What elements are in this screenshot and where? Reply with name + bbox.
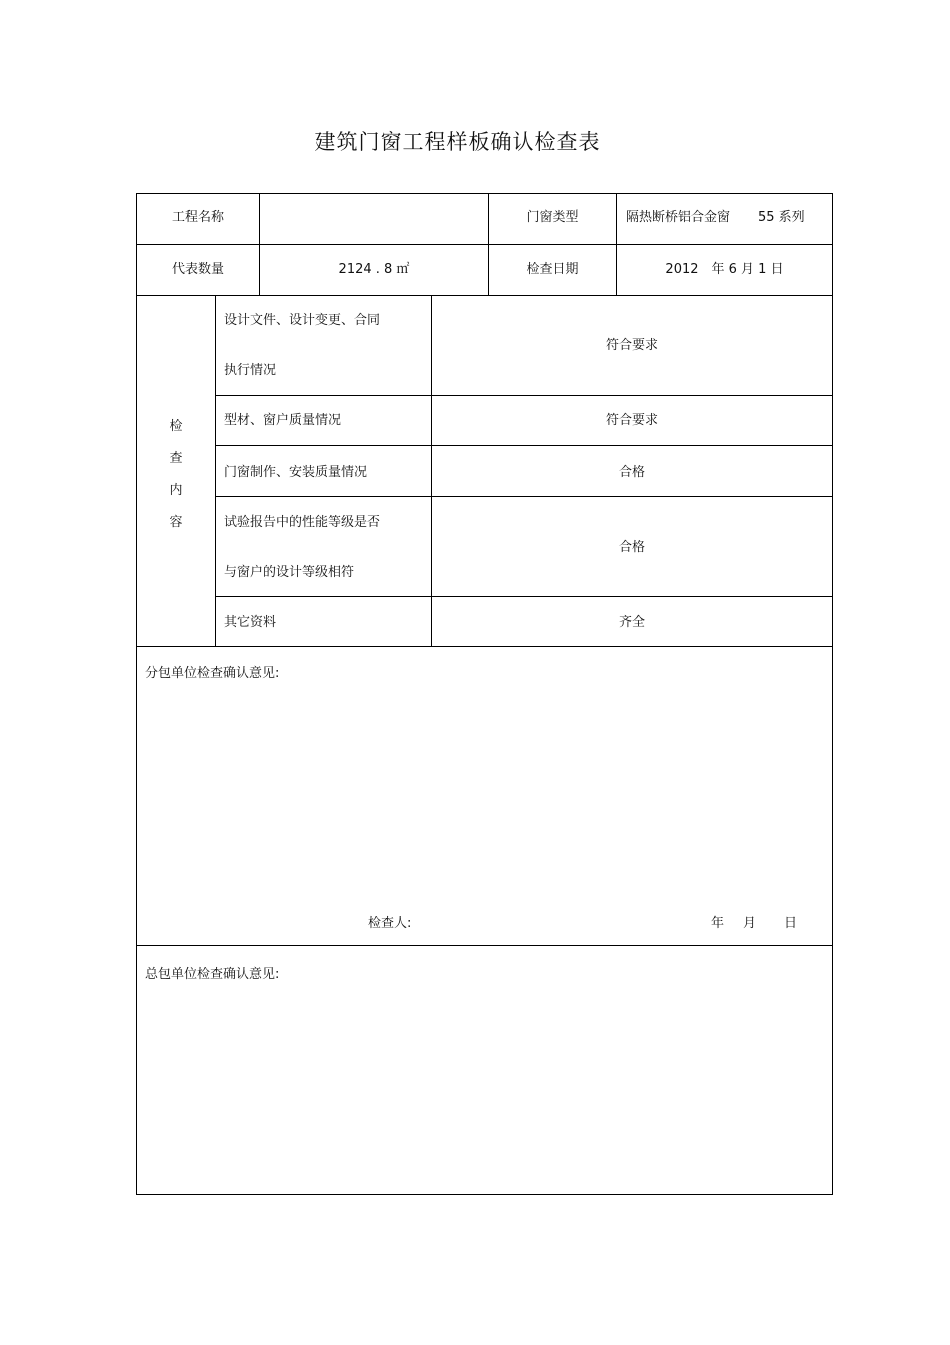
inspection-item-text: 型材、窗户质量情况 — [224, 413, 342, 428]
inspection-date-label: 检查日期 — [526, 262, 579, 277]
table-top-border — [136, 193, 833, 194]
row-divider — [215, 445, 833, 446]
col-divider — [488, 193, 489, 296]
row-divider — [215, 395, 833, 396]
inspection-result: 合格 — [618, 540, 645, 555]
sign-month-label: 月 — [743, 916, 757, 931]
inspection-item-text: 试验报告中的性能等级是否 — [224, 515, 381, 530]
section-label-char: 检 — [169, 419, 183, 434]
col-divider — [215, 295, 216, 647]
inspection-date-value: 2012 年 6 月 1 日 — [665, 262, 784, 277]
row-divider — [136, 244, 833, 245]
inspection-item-text: 其它资料 — [224, 615, 277, 630]
subcontractor-opinion-label: 分包单位检查确认意见: — [145, 666, 280, 681]
col-divider — [259, 193, 260, 296]
section-label-char: 容 — [169, 515, 183, 530]
general-contractor-opinion-label: 总包单位检查确认意见: — [145, 967, 280, 982]
section-label-char: 内 — [169, 483, 183, 498]
sign-day-label: 日 — [784, 916, 798, 931]
inspection-item-text: 设计文件、设计变更、合同 — [224, 313, 381, 328]
table-left-border — [136, 193, 137, 1195]
inspection-item-text: 执行情况 — [224, 363, 277, 378]
quantity-label: 代表数量 — [171, 262, 224, 277]
table-bottom-border — [136, 1194, 833, 1195]
inspection-result: 符合要求 — [605, 413, 658, 428]
sign-year-label: 年 — [711, 916, 725, 931]
row-divider — [215, 496, 833, 497]
inspection-item-text: 门窗制作、安装质量情况 — [224, 465, 368, 480]
col-divider — [616, 193, 617, 296]
window-type-label: 门窗类型 — [526, 210, 579, 225]
inspection-result: 齐全 — [618, 615, 645, 630]
row-divider — [215, 596, 833, 597]
inspection-result: 合格 — [618, 465, 645, 480]
row-divider — [136, 646, 833, 647]
inspection-result: 符合要求 — [605, 338, 658, 353]
inspection-item-text: 与窗户的设计等级相符 — [224, 565, 355, 580]
project-name-field[interactable] — [260, 210, 488, 226]
row-divider — [136, 945, 833, 946]
window-series-value: 55 系列 — [758, 210, 805, 225]
window-type-value: 隔热断桥铝合金窗 — [626, 210, 731, 225]
page-title: 建筑门窗工程样板确认检查表 — [314, 130, 601, 154]
project-name-label: 工程名称 — [171, 210, 224, 225]
quantity-value: 2124 . 8 ㎡ — [338, 262, 410, 277]
section-label-char: 查 — [169, 451, 183, 466]
inspector-label: 检查人: — [368, 916, 412, 931]
table-right-border — [832, 193, 833, 1195]
row-divider — [136, 295, 833, 296]
